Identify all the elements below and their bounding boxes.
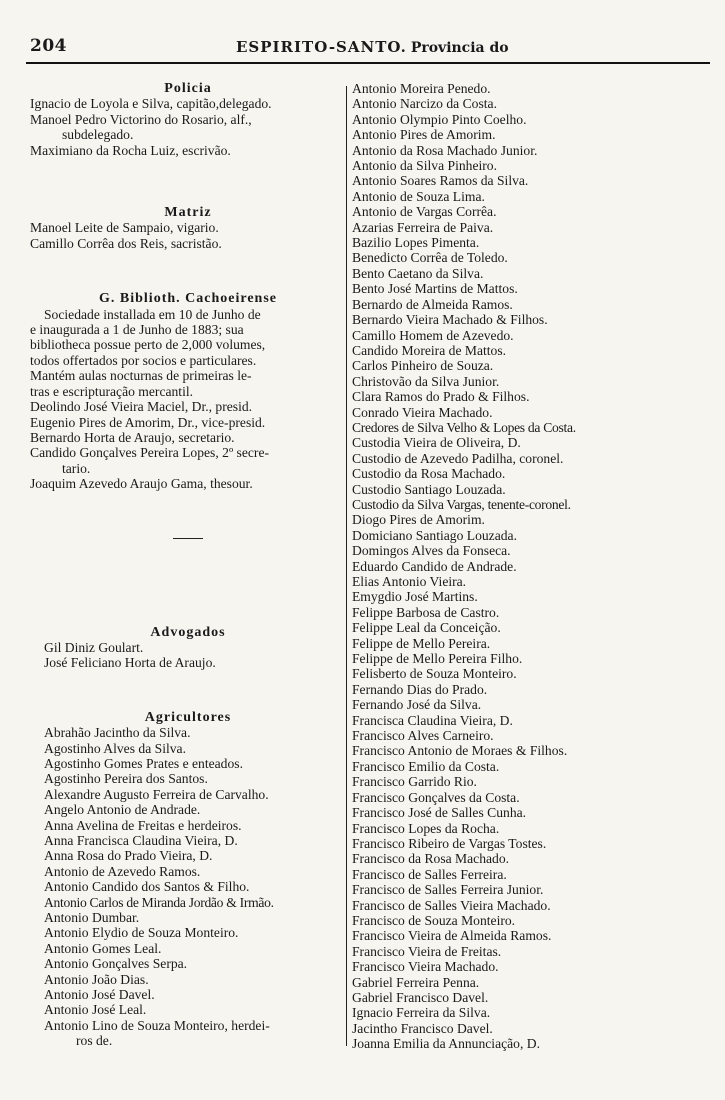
agricultores-line: Antonio José Leal. [44,1002,147,1018]
section-heading-policia: Policia [164,81,212,96]
right-list-item: Felippe Barbosa de Castro. [352,604,500,620]
right-list-item: Fernando Dias do Prado. [352,681,488,697]
agricultores-line: Agostinho Gomes Prates e enteados. [44,755,243,771]
section-heading-bibliotheca: G. Biblioth. Cachoeirense [99,291,277,307]
right-list-item: Custodio da Rosa Machado. [352,466,506,482]
agricultores-line: Antonio de Azevedo Ramos. [44,863,201,879]
right-list-item: Antonio de Vargas Corrêa. [352,204,497,220]
section-heading-advogados: Advogados [150,624,226,640]
policia-line: Maximiano da Rocha Luiz, escrivão. [30,142,231,158]
bibliotheca-line: Candido Gonçalves Pereira Lopes, 2º secre- [30,445,269,461]
right-list-item: Azarias Ferreira de Paiva. [352,219,494,235]
right-list-item: Gabriel Ferreira Penna. [352,974,480,990]
right-list-item: Francisco de Salles Ferreira. [352,866,507,882]
bibliotheca-line: Joaquim Azevedo Araujo Gama, thesour. [30,476,253,492]
running-title-sub: Provincia do [410,40,509,56]
agricultores-line: Anna Francisca Claudina Vieira, D. [44,833,238,848]
bibliotheca-line: Mantém aulas nocturnas de primeiras le- [30,368,252,384]
right-list-item: Candido Moreira de Mattos. [352,342,507,358]
agricultores-line: Abrahão Jacintho da Silva. [44,725,191,741]
right-list-item: Credores de Silva Velho & Lopes da Costa. [352,419,576,435]
agricultores-line: Antonio José Davel. [44,987,155,1003]
right-list-item: Bernardo de Almeida Ramos. [352,296,513,312]
right-list-item: Domiciano Santiago Louzada. [352,527,517,543]
agricultores-line: Anna Avelina de Freitas e herdeiros. [44,817,242,833]
right-list-item: Diogo Pires de Amorim. [352,512,485,528]
right-list-item: Domingos Alves da Fonseca. [352,543,511,559]
right-list-item: Francisco Vieira de Freitas. [352,943,502,959]
right-list-item: Francisco Ribeiro de Vargas Tostes. [352,835,547,851]
right-list-item: Francisco Vieira Machado. [352,959,499,975]
bibliotheca-line: Deolindo José Vieira Maciel, Dr., presid. [30,399,253,415]
right-list-item: Bento José Martins de Mattos. [352,281,518,297]
right-list-item: Camillo Homem de Azevedo. [352,327,514,343]
right-list-item: Francisco José de Salles Cunha. [352,805,527,821]
right-list-item: Bento Caetano da Silva. [352,265,484,281]
agricultores-line: Antonio João Dias. [44,971,149,987]
right-list-item: Francisco Gonçalves da Costa. [352,789,520,805]
right-list-item: Felisberto de Souza Monteiro. [352,666,517,682]
page-header [26,36,710,60]
agricultores-line: Agostinho Pereira dos Santos. [44,771,208,787]
column-divider [346,86,347,1046]
right-list-item: Fernando José da Silva. [352,697,482,713]
right-list-item: Joanna Emilia da Annunciação, D. [352,1036,540,1052]
bibliotheca-line: e inaugurada a 1 de Junho de 1883; sua [30,322,244,338]
right-list-item: Francisco Lopes da Rocha. [352,820,500,836]
section-heading-matriz: Matriz [164,205,212,221]
agricultores-line: Angelo Antonio de Andrade. [44,802,201,818]
right-list-item: Felippe de Mello Pereira. [352,635,491,651]
right-list-item: Christovão da Silva Junior. [352,373,500,389]
right-list-item: Bernardo Vieira Machado & Filhos. [352,312,548,328]
agricultores-line: Antonio Gonçalves Serpa. [44,956,188,972]
running-title [236,38,509,56]
section-heading-agricultores: Agricultores [144,709,232,725]
right-list-item: Antonio Pires de Amorim. [352,127,496,143]
agricultores-line: Alexandre Augusto Ferreira de Carvalho. [44,786,269,802]
right-list-item: Custodio de Azevedo Padilha, coronel. [352,450,564,466]
agricultores-line: Antonio Lino de Souza Monteiro, herdei- [44,1017,270,1033]
right-list-item: Custodia Vieira de Oliveira, D. [352,435,521,451]
right-list-item: Francisco de Souza Monteiro. [352,912,516,928]
right-list-item: Antonio de Souza Lima. [352,188,485,204]
right-column [352,81,718,1052]
right-list-item: Francisco da Rosa Machado. [352,851,510,867]
right-list-item: Francisca Claudina Vieira, D. [352,712,513,728]
matriz-line: Camillo Corrêa dos Reis, sacristão. [30,235,222,251]
right-list-item: Antonio Soares Ramos da Silva. [352,173,529,189]
right-list-item: Francisco Emilio da Costa. [352,758,500,774]
bibliotheca-line: Eugenio Pires de Amorim, Dr., vice-presid. [30,414,266,430]
right-list-item: Custodio Santiago Louzada. [352,481,506,497]
bibliotheca-line: tario. [62,460,91,476]
right-list-item: Felippe de Mello Pereira Filho. [352,651,523,667]
right-list-item: Ignacio Ferreira da Silva. [352,1005,491,1021]
right-list-item: Antonio Olympio Pinto Coelho. [352,111,527,127]
agricultores-line: Antonio Gomes Leal. [44,940,162,956]
running-title-main: ESPIRITO-SANTO. [236,38,407,56]
bibliotheca-line: bibliotheca possue perto de 2,000 volumes, [30,337,266,353]
agricultores-line: Antonio Candido dos Santos & Filho. [44,879,250,895]
right-list-item: Clara Ramos do Prado & Filhos. [352,389,530,405]
right-list-item: Conrado Vieira Machado. [352,404,493,420]
right-list-item: Felippe Leal da Conceição. [352,620,501,636]
right-list-item: Bazilio Lopes Pimenta. [352,235,480,251]
agricultores-line: ros de. [76,1033,113,1049]
agricultores-line: Antonio Carlos de Miranda Jordão & Irmão. [44,894,274,910]
right-list-item: Carlos Pinheiro de Souza. [352,358,494,374]
right-list-item: Francisco de Salles Ferreira Junior. [352,882,544,898]
advogados-line: Gil Diniz Goulart. [44,639,144,655]
policia-line: subdelegado. [62,127,134,143]
right-list-item: Francisco Vieira de Almeida Ramos. [352,928,552,944]
bibliotheca-line: todos offertados por socios e particulares. [30,352,257,368]
right-list-item: Francisco Antonio de Moraes & Filhos. [352,743,568,759]
agricultores-line: Agostinho Alves da Silva. [44,740,186,756]
right-list-item: Francisco Alves Carneiro. [352,728,494,744]
bibliotheca-line: Bernardo Horta de Araujo, secretario. [30,429,235,445]
agricultores-line: Antonio Elydio de Souza Monteiro. [44,925,239,941]
right-list-item: Custodio da Silva Vargas, tenente-coronel. [352,496,571,512]
right-list-item: Benedicto Corrêa de Toledo. [352,250,508,266]
right-list-item: Antonio da Rosa Machado Junior. [352,142,538,158]
right-list-item: Francisco Garrido Rio. [352,774,477,790]
header-rule [26,62,710,64]
right-list-item: Antonio Narcizo da Costa. [352,96,497,112]
right-list-item: Gabriel Francisco Davel. [352,989,489,1005]
advogados-line: José Feliciano Horta de Araujo. [44,655,216,671]
right-list-item: Antonio da Silva Pinheiro. [352,158,497,174]
right-list-item: Eduardo Candido de Andrade. [352,558,517,574]
bibliotheca-line: tras e escripturação mercantil. [30,383,194,399]
right-list-item: Emygdio José Martins. [352,589,478,605]
bibliotheca-line: Sociedade installada em 10 de Junho de [44,306,261,322]
page-number: 204 [30,36,67,56]
right-list-item: Antonio Moreira Penedo. [352,81,491,96]
left-column [30,81,346,1049]
agricultores-line: Anna Rosa do Prado Vieira, D. [44,848,213,864]
agricultores-line: Antonio Dumbar. [44,910,140,926]
right-list-item: Jacintho Francisco Davel. [352,1020,493,1036]
right-list-item: Francisco de Salles Vieira Machado. [352,897,551,913]
policia-line: Ignacio de Loyola e Silva, capitão,delegado. [30,96,272,112]
right-list-item: Elias Antonio Vieira. [352,574,467,589]
policia-line: Manoel Pedro Victorino do Rosario, alf., [30,111,252,127]
matriz-line: Manoel Leite de Sampaio, vigario. [30,220,219,236]
